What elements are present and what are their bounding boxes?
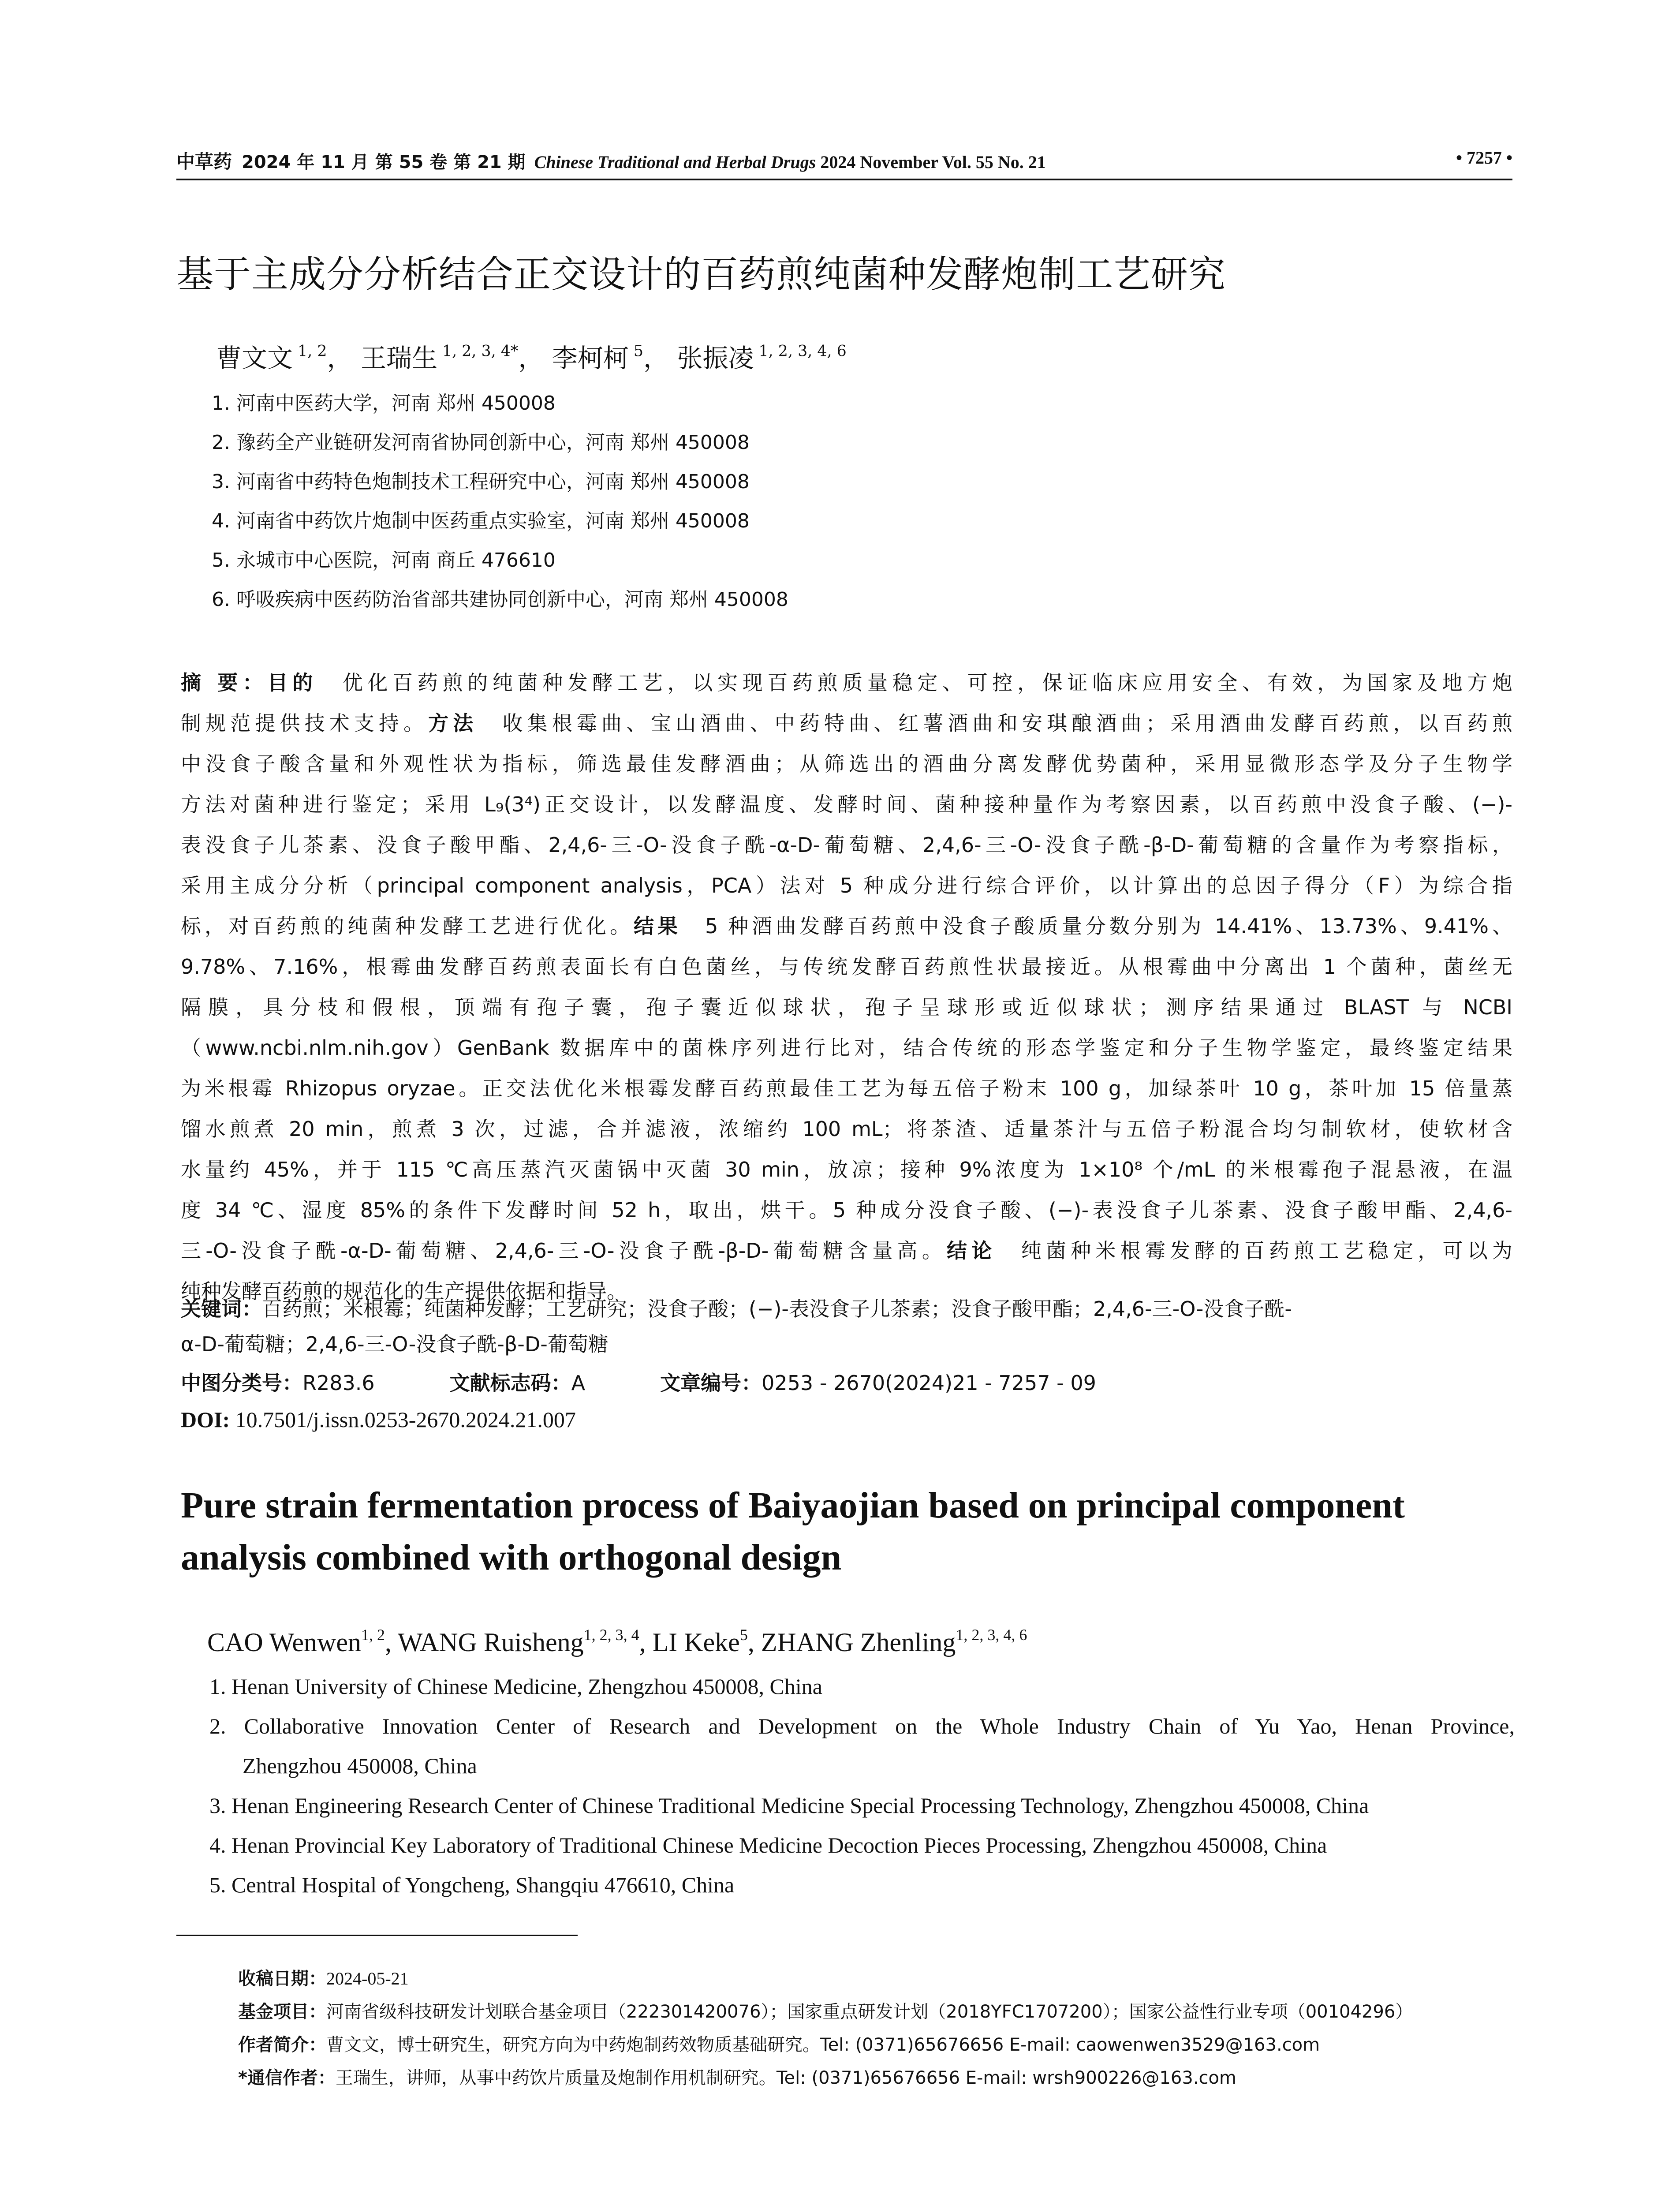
- abstract-text: 三-O-没食子酰-α-D-葡萄糖、2,4,6-三-O-没食子酰-β-D-葡萄糖含量高。: [181, 1239, 947, 1263]
- footnote-fund: [238, 1998, 1413, 2023]
- abstract-label: 摘 要：: [181, 671, 268, 695]
- abstract-section-label: 目的: [267, 671, 343, 695]
- affiliation-cn: 5. 永城市中心医院，河南 商丘 476610: [212, 549, 556, 572]
- abstract-line: [181, 987, 1512, 1028]
- author-affil-sup: 5: [628, 342, 644, 360]
- article-no-label: 文章编号：: [660, 1371, 762, 1395]
- abstract-text: 标，对百药煎的纯菌种发酵工艺进行优化。: [181, 914, 634, 938]
- classification-line: [181, 1367, 1096, 1396]
- fund-label: 基金项目：: [238, 2002, 326, 2022]
- abstract-text: 收集根霉曲、宝山酒曲、中药特曲、红薯酒曲和安琪酿酒曲；采用酒曲发酵百药煎，以百药煎: [502, 711, 1512, 735]
- abstract-line: [181, 744, 1512, 784]
- fund-text: 河南省级科技研发计划联合基金项目（222301420076）；国家重点研发计划（2018YFC1707200）；国家公益性行业专项（00104296）: [326, 2002, 1413, 2022]
- keywords-label: 关键词：: [181, 1297, 262, 1321]
- abstract-text: 度 34 ℃、湿度 85%的条件下发酵时间 52 h，取出，烘干。5 种成分没食子酸、(−)-表没食子儿茶素、没食子酸甲酯、2,4,6-: [181, 1198, 1512, 1222]
- author-affil-sup: 1, 2, 3, 4, 6: [754, 342, 847, 360]
- author-separator: ,: [747, 1628, 761, 1657]
- abstract-text: 隔膜，具分枝和假根，顶端有孢子囊，孢子囊近似球状，孢子呈球形或近似球状；测序结果通过 BLAST 与 NCBI: [181, 995, 1512, 1019]
- abstract-text: 制规范提供技术支持。: [181, 711, 429, 735]
- journal-header: [176, 147, 1046, 174]
- footnote-received: [238, 1965, 409, 1990]
- clc-value: R283.6: [302, 1371, 375, 1395]
- keywords-line-1: 百药煎；米根霉；纯菌种发酵；工艺研究；没食子酸；(−)-表没食子儿茶素；没食子酸甲酯；2,4,6-三-O-没食子酰-: [262, 1297, 1292, 1321]
- abstract-text: 表没食子儿茶素、没食子酸甲酯、2,4,6-三-O-没食子酰-α-D-葡萄糖、2,4,6-三-O-没食子酰-β-D-葡萄糖的含量作为考察指标，: [181, 833, 1512, 857]
- doi-value: 10.7501/j.issn.0253-2670.2024.21.007: [235, 1407, 576, 1432]
- journal-name-en: Chinese Traditional and Herbal Drugs: [534, 152, 816, 172]
- footnote-corresponding: [238, 2064, 1236, 2089]
- affiliation-cn: 6. 呼吸疾病中医药防治省部共建协同创新中心，河南 郑州 450008: [212, 588, 788, 611]
- abstract-line: [181, 825, 1512, 865]
- author-separator: ,: [385, 1628, 398, 1657]
- author-separator: ，: [643, 343, 669, 373]
- abstract-line: [181, 703, 1512, 744]
- abstract-text: （www.ncbi.nlm.nih.gov）GenBank 数据库中的菌株序列进行比对，结合传统的形态学鉴定和分子生物学鉴定，最终鉴定结果: [181, 1036, 1512, 1060]
- abstract-line: [181, 662, 1512, 703]
- abstract-line: [181, 1230, 1512, 1271]
- footnote-author: [238, 2031, 1320, 2056]
- title-en-line: Pure strain fermentation process of Baiyaojian based on principal component: [181, 1485, 1405, 1526]
- abstract-line: [181, 1028, 1512, 1068]
- author-name-en: LI Keke: [652, 1628, 740, 1657]
- abstract-line: [181, 1068, 1512, 1109]
- doi-line: [181, 1407, 576, 1432]
- affiliation-cn: 3. 河南省中药特色炮制技术工程研究中心，河南 郑州 450008: [212, 471, 750, 493]
- abstract-text: 馏水煎煮 20 min，煎煮 3 次，过滤，合并滤液，浓缩约 100 mL；将茶渣、适量茶汁与五倍子粉混合均匀制软材，使软材含: [181, 1117, 1512, 1141]
- authors-en: [207, 1627, 1027, 1658]
- corresponding-text: 王瑞生，讲师，从事中药饮片质量及炮制作用机制研究。Tel: (0371)65676656 E-mail: wrsh900226@163.com: [335, 2068, 1236, 2088]
- author-name-en: CAO Wenwen: [207, 1628, 362, 1657]
- keywords-cn: [181, 1293, 1512, 1322]
- author-affil-sup: 1, 2: [361, 1626, 385, 1644]
- journal-name-cn: 中草药: [176, 151, 232, 172]
- abstract-line: [181, 906, 1512, 946]
- doc-code-value: A: [571, 1371, 586, 1395]
- author-name: 张振凌: [677, 343, 754, 373]
- abstract-section-label: 结果: [634, 914, 706, 938]
- affiliation-en: 5. Central Hospital of Yongcheng, Shangqiu 476610, China: [209, 1872, 735, 1897]
- title-en-line: analysis combined with orthogonal design: [181, 1537, 842, 1578]
- abstract-section-label: 结论: [947, 1239, 1021, 1263]
- abstract-text: 水量约 45%，并于 115 ℃高压蒸汽灭菌锅中灭菌 30 min，放凉；接种 9%浓度为 1×10⁸ 个/mL 的米根霉孢子混悬液，在温: [181, 1158, 1512, 1181]
- affiliation-en: 2. Collaborative Innovation Center of Research and Development on the Whole Industry Chain of Yu Yao, Henan Province,: [209, 1714, 1515, 1738]
- doc-code-label: 文献标志码：: [449, 1371, 571, 1395]
- abstract-text: 优化百药煎的纯菌种发酵工艺，以实现百药煎质量稳定、可控，保证临床应用安全、有效，为国家及地方炮: [342, 671, 1512, 695]
- corresponding-label: *通信作者：: [238, 2068, 336, 2088]
- title-cn: 基于主成分分析结合正交设计的百药煎纯菌种发酵炮制工艺研究: [176, 253, 1226, 296]
- footnote-rule: [176, 1935, 578, 1936]
- abstract-line: [181, 1149, 1512, 1190]
- abstract-text: 5 种酒曲发酵百药煎中没食子酸质量分数分别为 14.41%、13.73%、9.41%、: [705, 914, 1512, 938]
- author-affil-sup: 1, 2: [293, 342, 327, 360]
- affiliation-cn: 1. 河南中医药大学，河南 郑州 450008: [212, 392, 556, 415]
- abstract-text: 中没食子酸含量和外观性状为指标，筛选最佳发酵酒曲；从筛选出的酒曲分离发酵优势菌种，采用显微形态学及分子生物学: [181, 752, 1512, 776]
- affiliation-cn: 4. 河南省中药饮片炮制中医药重点实验室，河南 郑州 450008: [212, 510, 750, 532]
- abstract-line: [181, 1190, 1512, 1230]
- received-date: 2024-05-21: [326, 1969, 409, 1988]
- author-name-en: ZHANG Zhenling: [761, 1628, 956, 1657]
- author-bio-label: 作者简介：: [238, 2035, 326, 2055]
- authors-cn: [216, 337, 847, 374]
- affiliation-en: 1. Henan University of Chinese Medicine, Zhengzhou 450008, China: [209, 1674, 822, 1699]
- author-name: 曹文文: [216, 343, 293, 373]
- author-separator: ，: [327, 343, 353, 373]
- affiliation-en: 3. Henan Engineering Research Center of Chinese Traditional Medicine Special Processing Technology, Zhengzhou 450008, China: [209, 1793, 1369, 1818]
- author-separator: ，: [518, 343, 544, 373]
- abstract-line: [181, 865, 1512, 906]
- abstract-text: 纯菌种米根霉发酵的百药煎工艺稳定，可以为: [1021, 1239, 1512, 1263]
- header-rule: [176, 179, 1512, 180]
- abstract-line: [181, 946, 1512, 987]
- title-en: [181, 1480, 1512, 1584]
- abstract-text: 采用主成分分析（principal component analysis，PCA）法对 5 种成分进行综合评价，以计算出的总因子得分（F）为综合指: [181, 874, 1512, 897]
- author-affil-sup: 1, 2, 3, 4, 6: [956, 1626, 1027, 1644]
- author-separator: ,: [639, 1628, 653, 1657]
- running-header: [176, 145, 1512, 176]
- affiliation-en-cont: Zhengzhou 450008, China: [243, 1753, 477, 1778]
- abstract-text: 为米根霉 Rhizopus oryzae。正交法优化米根霉发酵百药煎最佳工艺为每五倍子粉末 100 g，加绿茶叶 10 g，茶叶加 15 倍量蒸: [181, 1076, 1512, 1100]
- abstract-text: 9.78%、7.16%，根霉曲发酵百药煎表面长有白色菌丝，与传统发酵百药煎性状最接近。从根霉曲中分离出 1 个菌种，菌丝无: [181, 955, 1512, 979]
- abstract-line: [181, 1109, 1512, 1149]
- keywords-cn-cont: α-D-葡萄糖；2,4,6-三-O-没食子酰-β-D-葡萄糖: [181, 1332, 609, 1356]
- issue-cn: 2024 年 11 月 第 55 卷 第 21 期: [242, 152, 526, 172]
- clc-label: 中图分类号：: [181, 1371, 302, 1395]
- author-name: 王瑞生: [360, 343, 437, 373]
- received-label: 收稿日期：: [238, 1969, 326, 1989]
- issue-en: 2024 November Vol. 55 No. 21: [820, 152, 1046, 172]
- article-no-value: 0253 - 2670(2024)21 - 7257 - 09: [762, 1371, 1096, 1395]
- affiliation-en: 4. Henan Provincial Key Laboratory of Traditional Chinese Medicine Decoction Pieces Processing, Zhengzhou 450008, China: [209, 1833, 1327, 1857]
- doi-label: DOI:: [181, 1407, 230, 1432]
- author-name: 李柯柯: [552, 343, 629, 373]
- abstract-cn: [181, 662, 1512, 1312]
- abstract-section-label: 方法: [428, 711, 503, 735]
- abstract-text: 方法对菌种进行鉴定；采用 L₉(3⁴)正交设计，以发酵温度、发酵时间、菌种接种量作为考察因素，以百药煎中没食子酸、(−)-: [181, 792, 1512, 816]
- author-bio-text: 曹文文，博士研究生，研究方向为中药炮制药效物质基础研究。Tel: (0371)65676656 E-mail: caowenwen3529@163.com: [326, 2035, 1320, 2055]
- author-affil-sup: 5: [739, 1626, 748, 1644]
- page-number: • 7257 •: [1456, 148, 1512, 168]
- abstract-line: [181, 784, 1512, 825]
- affiliation-cn: 2. 豫药全产业链研发河南省协同创新中心，河南 郑州 450008: [212, 431, 750, 454]
- author-affil-sup: 1, 2, 3, 4: [583, 1626, 639, 1644]
- author-affil-sup: 1, 2, 3, 4*: [437, 342, 519, 360]
- abstract-text: 纯种发酵百药煎的规范化的生产提供依据和指导。: [181, 1279, 627, 1303]
- author-name-en: WANG Ruisheng: [397, 1628, 584, 1657]
